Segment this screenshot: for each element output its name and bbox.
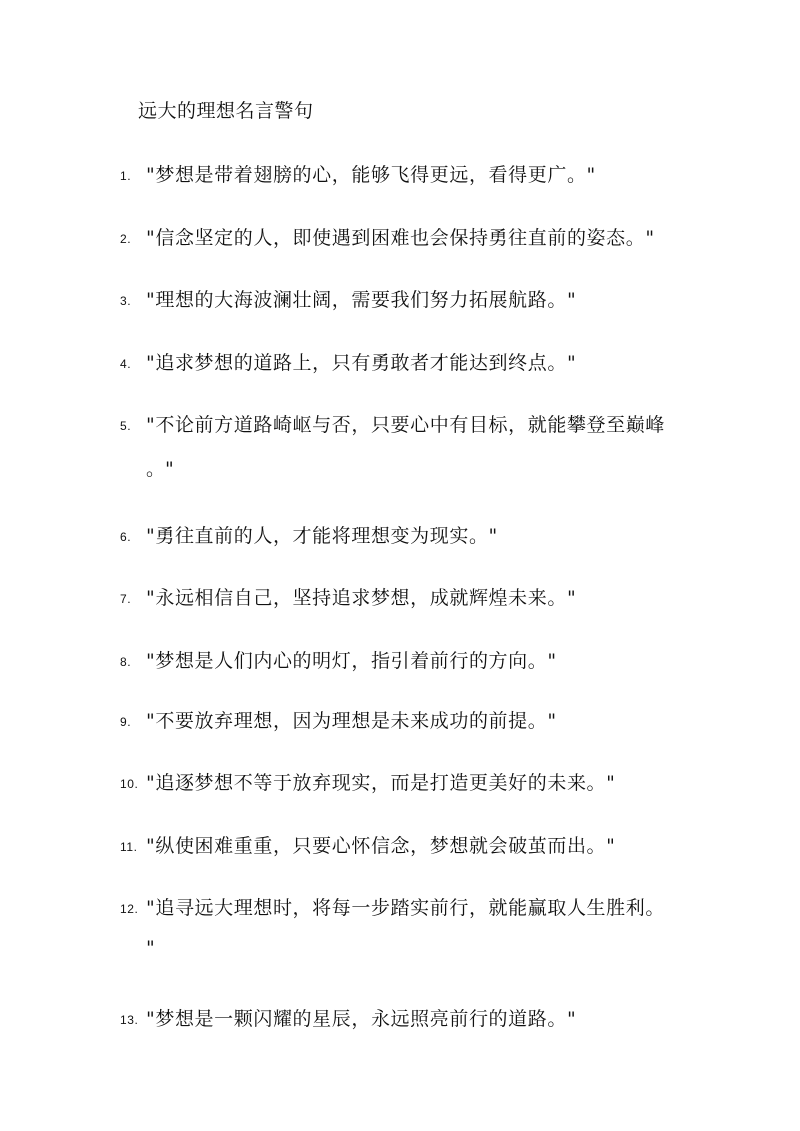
quote-item-2 bbox=[120, 223, 720, 250]
quote-number: 8. bbox=[120, 655, 132, 669]
document-title: 远大的理想名言警句 bbox=[138, 100, 314, 122]
quote-text: "信念坚定的人，即使遇到困难也会保持勇往直前的姿态。" bbox=[146, 227, 655, 249]
quote-text: "追求梦想的道路上，只有勇敢者才能达到终点。" bbox=[146, 352, 577, 374]
quote-text: "梦想是一颗闪耀的星辰，永远照亮前行的道路。" bbox=[146, 1008, 577, 1030]
quote-text: "理想的大海波澜壮阔，需要我们努力拓展航路。" bbox=[146, 289, 577, 311]
quote-text: "不要放弃理想，因为理想是未来成功的前提。" bbox=[146, 710, 557, 732]
quote-item-10 bbox=[120, 768, 720, 795]
quote-text: "梦想是人们内心的明灯，指引着前行的方向。" bbox=[146, 650, 557, 672]
quote-number: 12. bbox=[120, 902, 139, 916]
quote-item-3 bbox=[120, 285, 720, 312]
quote-number: 7. bbox=[120, 592, 132, 606]
quote-text: "追寻远大理想时，将每一步踏实前行，就能赢取人生胜利。 bbox=[146, 897, 665, 919]
quote-item-5-continuation: 。" bbox=[146, 458, 174, 480]
quote-item-12-continuation: " bbox=[146, 937, 155, 959]
quote-item-5 bbox=[120, 410, 720, 437]
quote-item-1 bbox=[120, 160, 720, 187]
quote-item-9 bbox=[120, 706, 720, 733]
quote-number: 5. bbox=[120, 419, 132, 433]
quote-number: 6. bbox=[120, 530, 132, 544]
quote-item-8 bbox=[120, 646, 720, 673]
quote-item-7 bbox=[120, 583, 720, 610]
quote-number: 3. bbox=[120, 294, 132, 308]
quote-text: "勇往直前的人，才能将理想变为现实。" bbox=[146, 525, 498, 547]
quote-item-12 bbox=[120, 893, 720, 920]
quote-number: 10. bbox=[120, 777, 139, 791]
quote-number: 1. bbox=[120, 169, 132, 183]
quote-item-6 bbox=[120, 521, 720, 548]
quote-number: 11. bbox=[120, 840, 138, 854]
quote-number: 9. bbox=[120, 715, 132, 729]
quote-number: 4. bbox=[120, 357, 132, 371]
quote-number: 2. bbox=[120, 232, 132, 246]
quote-item-4 bbox=[120, 348, 720, 375]
quote-text: "纵使困难重重，只要心怀信念，梦想就会破茧而出。" bbox=[146, 835, 616, 857]
quote-text: "不论前方道路崎岖与否，只要心中有目标，就能攀登至巅峰 bbox=[146, 414, 665, 436]
quote-number: 13. bbox=[120, 1013, 139, 1027]
quote-text: "梦想是带着翅膀的心，能够飞得更远，看得更广。" bbox=[146, 164, 596, 186]
quote-item-11 bbox=[120, 831, 720, 858]
quote-text: "追逐梦想不等于放弃现实，而是打造更美好的未来。" bbox=[146, 772, 616, 794]
quote-text: "永远相信自己，坚持追求梦想，成就辉煌未来。" bbox=[146, 587, 577, 609]
quote-item-13 bbox=[120, 1004, 720, 1031]
